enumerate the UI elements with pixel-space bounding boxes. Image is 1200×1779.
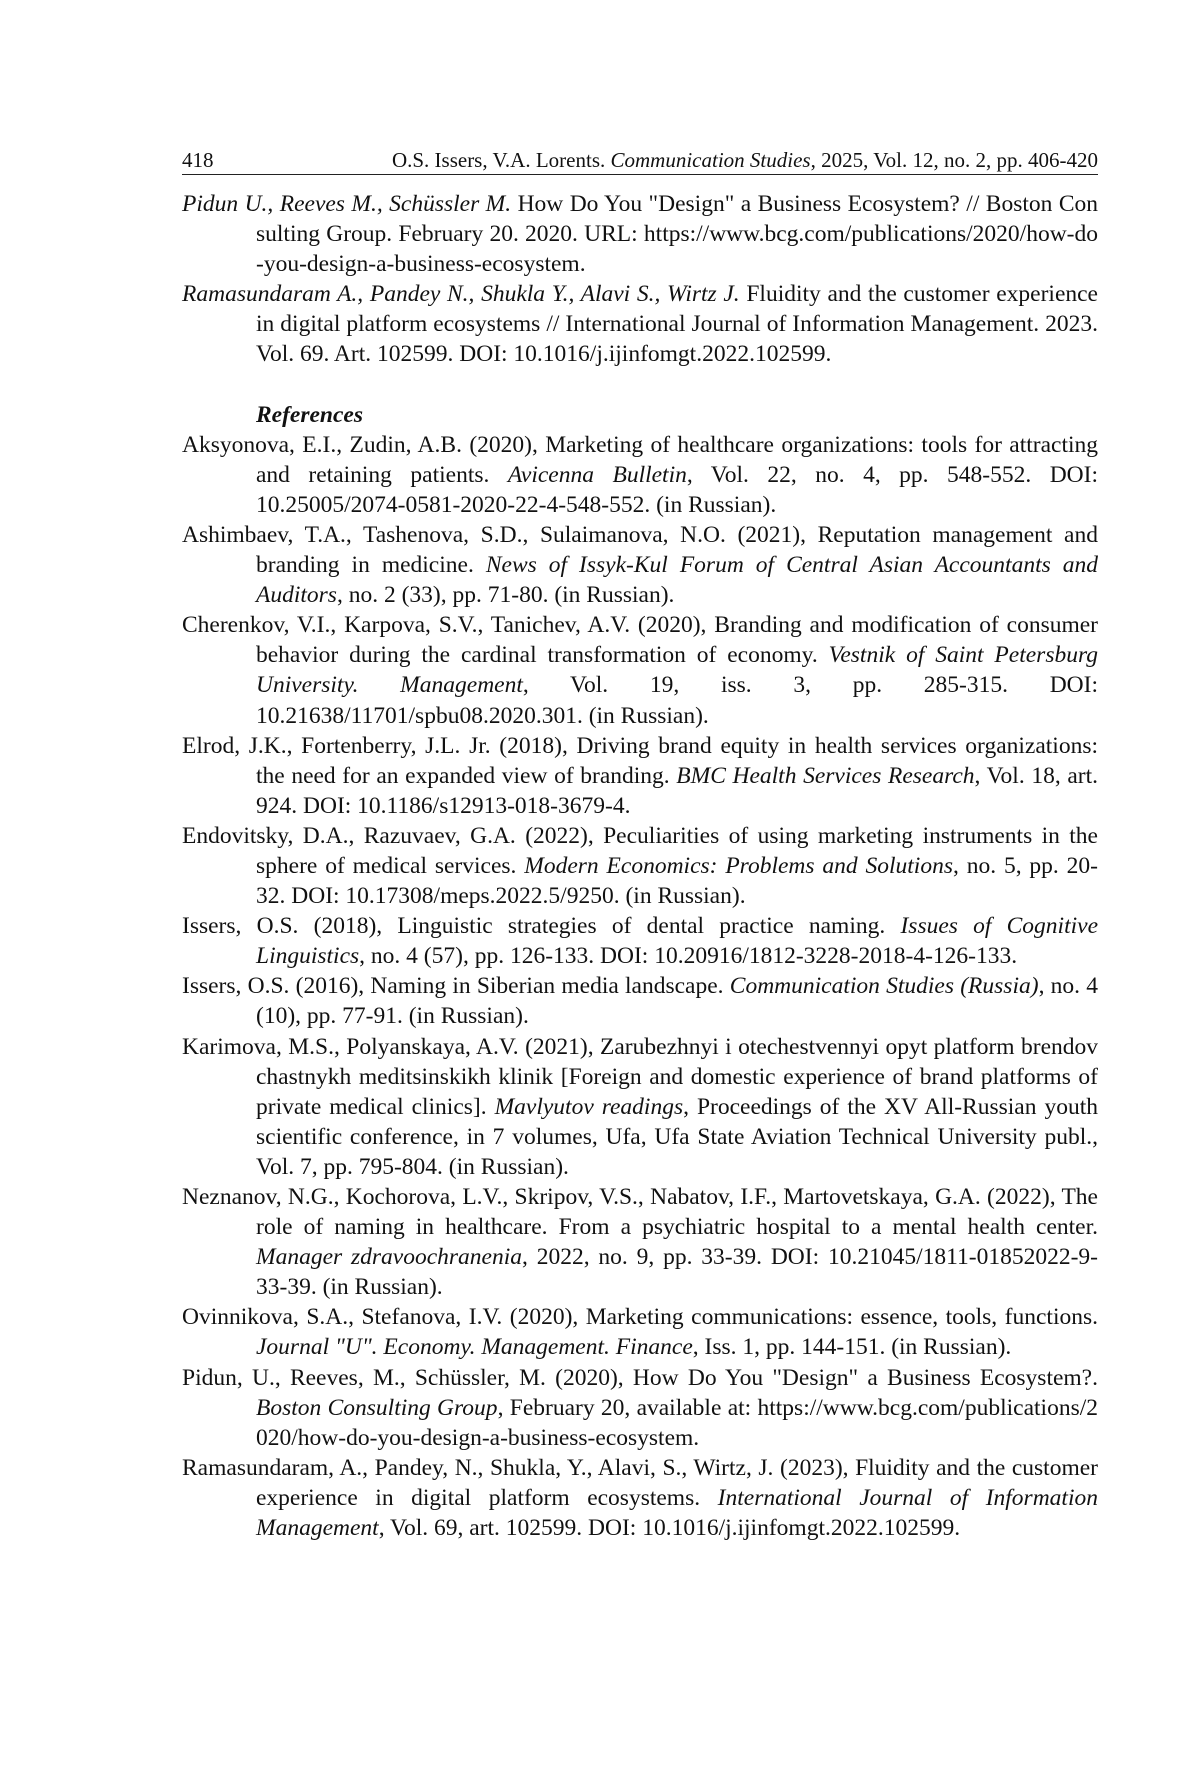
ref-details: , Vol. 22, no. 4, pp. 548-552. DOI: 10.25005/2074-0581-2020-22-4-548-552. (in Russian). xyxy=(256,461,1098,518)
page-header xyxy=(182,146,1098,174)
reference-entry xyxy=(182,1363,1098,1453)
reference-entry xyxy=(182,911,1098,971)
ref-details: , no. 4 (10), pp. 77-91. (in Russian). xyxy=(256,973,1099,1030)
ref-journal: International Journal of Information Management xyxy=(256,1484,1098,1542)
ref-details: , no. 4 (57), pp. 126-133. DOI: 10.20916/1812-3228-2018-4-126-133. xyxy=(359,943,1018,970)
ref-text: Elrod, J.K., Fortenberry, J.L. Jr. (2018), Driving brand equity in health services organizations: the need for an expanded view of branding. xyxy=(182,732,1098,789)
ref-text: Issers, O.S. (2018), Linguistic strategies of dental practice naming. xyxy=(182,913,901,940)
entry-authors: Pidun U., Reeves M., Schüssler M. xyxy=(182,191,512,217)
reference-entry xyxy=(182,610,1098,730)
source-entry xyxy=(182,279,1098,369)
reference-entry xyxy=(182,971,1098,1031)
page-number: 418 xyxy=(182,148,214,172)
ref-text: Endovitsky, D.A., Razuvaev, G.A. (2022), Peculiarities of using marketing instruments in the sphere of medical services. xyxy=(182,822,1098,879)
ref-details: , Iss. 1, pp. 144-151. (in Russian). xyxy=(692,1334,1012,1361)
reference-entry xyxy=(182,1453,1098,1543)
ref-text: Aksyonova, E.I., Zudin, A.B. (2020), Marketing of healthcare organizations: tools for attracting and retaining patients. xyxy=(182,431,1098,488)
ref-details: , Vol. 69, art. 102599. DOI: 10.1016/j.ijinfomgt.2022.102599. xyxy=(378,1515,961,1542)
ref-details: , no. 5, pp. 20-32. DOI: 10.17308/meps.2022.5/9250. (in Russian). xyxy=(256,852,1098,910)
reference-entry xyxy=(182,731,1098,821)
ref-text: Karimova, M.S., Polyanskaya, A.V. (2021), Zarubezhnyi i otechestvennyi opyt platform brendov chastnykh meditsinskikh klinik [Foreign and domestic experience of brand platforms of private medical clinics]. xyxy=(182,1033,1098,1120)
ref-details: , Proceedings of the XV All-Russian youth scientific conference, in 7 volumes, Ufa, Ufa State Aviation Technical University publ., Vol. 7, pp. 795-804. (in Russian). xyxy=(256,1093,1098,1180)
running-details: , 2025, Vol. 12, no. 2, pp. 406-420 xyxy=(810,148,1098,172)
ref-text: Ramasundaram, A., Pandey, N., Shukla, Y., Alavi, S., Wirtz, J. (2023), Fluidity and the customer experience in digital platform ecosystems. xyxy=(182,1454,1098,1511)
ref-details: , 2022, no. 9, pp. 33-39. DOI: 10.21045/1811-01852022-9-33-39. (in Russian). xyxy=(256,1244,1098,1301)
reference-entry xyxy=(182,430,1098,520)
running-authors: O.S. Issers, V.A. Lorents. xyxy=(391,148,606,172)
running-header xyxy=(392,146,1098,174)
ref-details: , Vol. 19, iss. 3, pp. 285-315. DOI: 10.21638/11701/spbu08.2020.301. (in Russian). xyxy=(256,672,1098,729)
ref-journal: Issues of Cognitive Linguistics xyxy=(256,913,1099,970)
ref-journal: Modern Economics: Problems and Solutions xyxy=(524,852,953,879)
ref-journal: Manager zdravoochranenia xyxy=(256,1244,522,1271)
references-heading: References xyxy=(256,401,364,428)
entry-text: Fluidity and the customer experience in digital platform ecosystems // International Journal of Information Management. 2023. Vol. 69. Art. 102599. DOI: 10.1016/j.ijinfomgt.2022.102599. xyxy=(256,281,1098,368)
ref-text: Issers, O.S. (2016), Naming in Siberian media landscape. xyxy=(182,973,730,1000)
reference-entry xyxy=(182,520,1098,610)
running-journal: Communication Studies xyxy=(610,148,811,172)
reference-entry xyxy=(182,1302,1098,1362)
ref-details: , Vol. 18, art. 924. DOI: 10.1186/s12913-018-3679-4. xyxy=(256,762,1098,819)
ref-journal: News of Issyk-Kul Forum of Central Asian Accountants and Auditors xyxy=(256,552,1098,609)
ref-details: , no. 2 (33), pp. 71-80. (in Russian). xyxy=(336,582,675,609)
header-rule xyxy=(182,174,1098,175)
ref-journal: Vestnik of Saint Petersburg University. Management xyxy=(256,642,1098,699)
ref-text: Neznanov, N.G., Kochorova, L.V., Skripov, V.S., Nabatov, I.F., Martovetskaya, G.A. (2022), The role of naming in healthcare. From a psychiatric hospital to a mental health center. xyxy=(182,1184,1098,1241)
ref-journal: Communication Studies (Russia) xyxy=(729,973,1039,1000)
source-entry xyxy=(182,189,1098,279)
ref-journal: Mavlyutov readings xyxy=(494,1093,684,1120)
reference-entry xyxy=(182,1182,1098,1302)
reference-entry xyxy=(182,821,1098,911)
entry-text: How Do You "Design" a Business Ecosystem? // Boston Consulting Group. February 20. 2020. URL: https://www.bcg.com/publications/2020/how-do-you-design-a-business-ecosystem. xyxy=(256,191,1098,278)
ref-text: Cherenkov, V.I., Karpova, S.V., Tanichev, A.V. (2020), Branding and modification of consumer behavior during the cardinal transformation of economy. xyxy=(182,612,1098,669)
entry-authors: Ramasundaram A., Pandey N., Shukla Y., Alavi S., Wirtz J. xyxy=(182,281,740,308)
ref-journal: BMC Health Services Research xyxy=(676,762,975,789)
reference-entry xyxy=(182,1032,1098,1182)
reference-body xyxy=(182,189,1098,1543)
ref-journal: Avicenna Bulletin xyxy=(507,461,687,488)
ref-journal: Boston Consulting Group xyxy=(256,1394,498,1421)
ref-details: , February 20, available at: https://www.bcg.com/publications/2020/how-do-you-design-a-business-ecosystem. xyxy=(256,1394,1098,1451)
ref-text: Ashimbaev, T.A., Tashenova, S.D., Sulaimanova, N.O. (2021), Reputation management and branding in medicine. xyxy=(182,521,1098,579)
ref-journal: Journal "U". Economy. Management. Finance xyxy=(256,1334,693,1361)
ref-text: Pidun, U., Reeves, M., Schüssler, M. (2020), How Do You "Design" a Business Ecosystem?. xyxy=(182,1364,1098,1391)
ref-text: Ovinnikova, S.A., Stefanova, I.V. (2020), Marketing communications: essence, tools, functions. xyxy=(182,1304,1098,1331)
